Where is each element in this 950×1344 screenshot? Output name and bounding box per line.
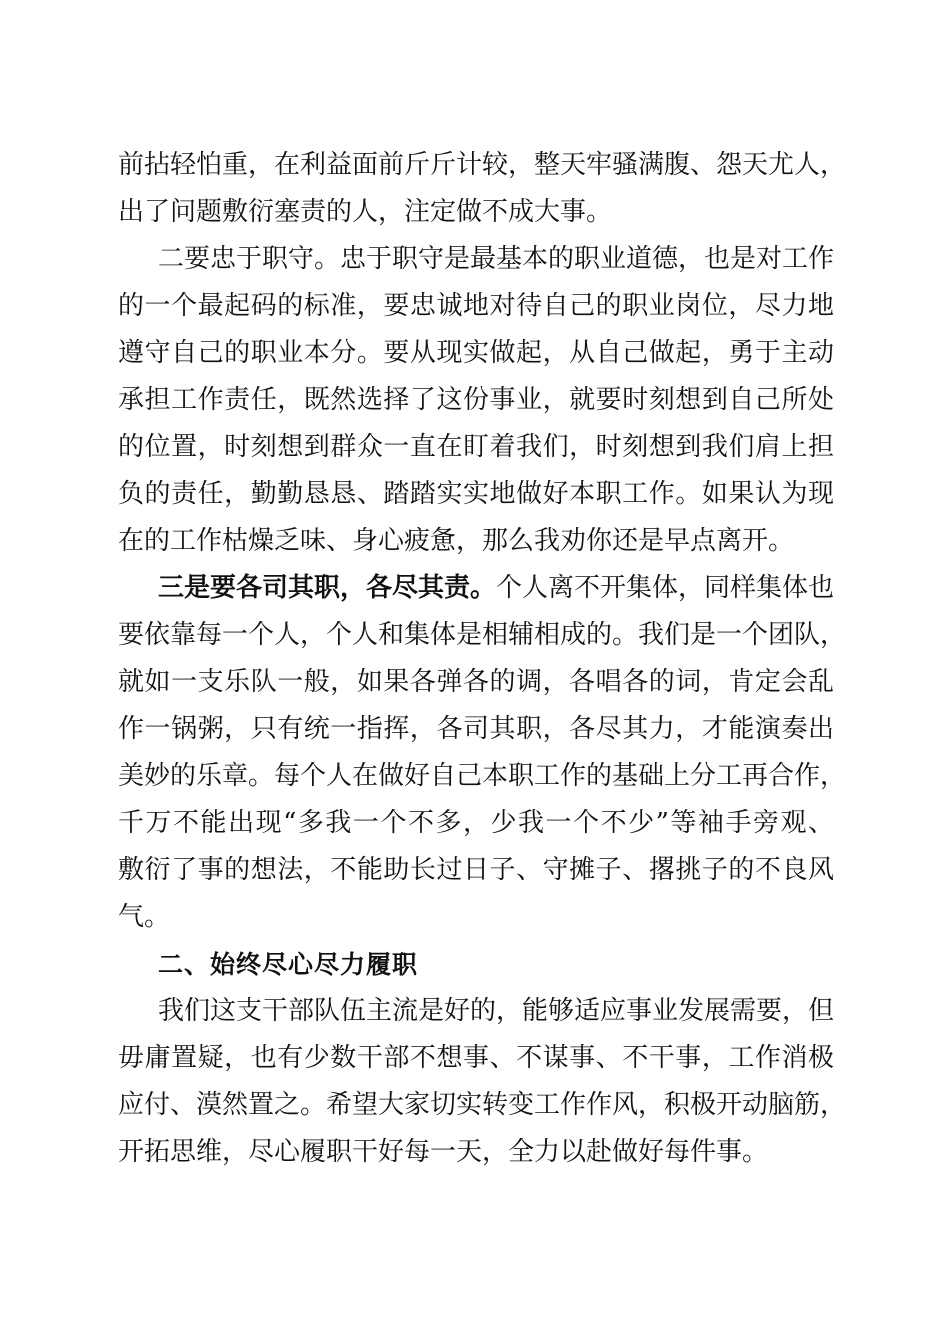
text-line: 在的工作枯燥乏味、身心疲惫，那么我劝你还是早点离开。 — [118, 526, 795, 556]
paragraph-lead-sentence: 三是要各司其职，各尽其责。 — [158, 573, 497, 603]
text-line: 美妙的乐章。每个人在做好自己本职工作的基础上分工再合作， — [118, 761, 847, 791]
text-line: 承担工作责任，既然选择了这份事业，就要时刻想到自己所处 — [118, 385, 834, 415]
text-line: 敷衍了事的想法，不能助长过日子、守摊子、撂挑子的不良风 — [118, 855, 834, 885]
text-line: 作一锅粥，只有统一指挥，各司其职，各尽其力，才能演奏出 — [118, 714, 834, 744]
text-line: 的一个最起码的标准，要忠诚地对待自己的职业岗位，尽力地 — [118, 291, 834, 321]
paragraph-start-line — [118, 565, 834, 612]
paragraph-start-line: 二要忠于职守。忠于职守是最基本的职业道德，也是对工作 — [158, 244, 835, 274]
text-line: 前拈轻怕重，在利益面前斤斤计较，整天牢骚满腹、怨天尤人， — [118, 150, 847, 180]
paragraph-start-line: 我们这支干部队伍主流是好的，能够适应事业发展需要，但 — [158, 996, 835, 1026]
text-line: 开拓思维，尽心履职干好每一天，全力以赴做好每件事。 — [118, 1137, 769, 1167]
paragraph-line-continuation: 个人离不开集体，同样集体也 — [496, 573, 835, 603]
text-line: 气。 — [118, 902, 171, 932]
section-heading: 二、始终尽心尽力履职 — [158, 950, 419, 979]
text-line: 千万不能出现“多我一个不多，少我一个不少”等袖手旁观、 — [118, 808, 834, 838]
text-line: 就如一支乐队一般，如果各弹各的调，各唱各的词，肯定会乱 — [118, 667, 834, 697]
document-body — [118, 142, 847, 1176]
text-line: 负的责任，勤勤恳恳、踏踏实实地做好本职工作。如果认为现 — [118, 479, 834, 509]
text-line: 要依靠每一个人，个人和集体是相辅相成的。我们是一个团队， — [118, 620, 847, 650]
text-line: 的位置，时刻想到群众一直在盯着我们，时刻想到我们肩上担 — [118, 432, 834, 462]
text-line: 毋庸置疑，也有少数干部不想事、不谋事、不干事，工作消极 — [118, 1043, 834, 1073]
text-line: 出了问题敷衍塞责的人，注定做不成大事。 — [118, 197, 613, 227]
text-line: 应付、漠然置之。希望大家切实转变工作作风，积极开动脑筋， — [118, 1090, 847, 1120]
text-line: 遵守自己的职业本分。要从现实做起，从自己做起，勇于主动 — [118, 338, 834, 368]
